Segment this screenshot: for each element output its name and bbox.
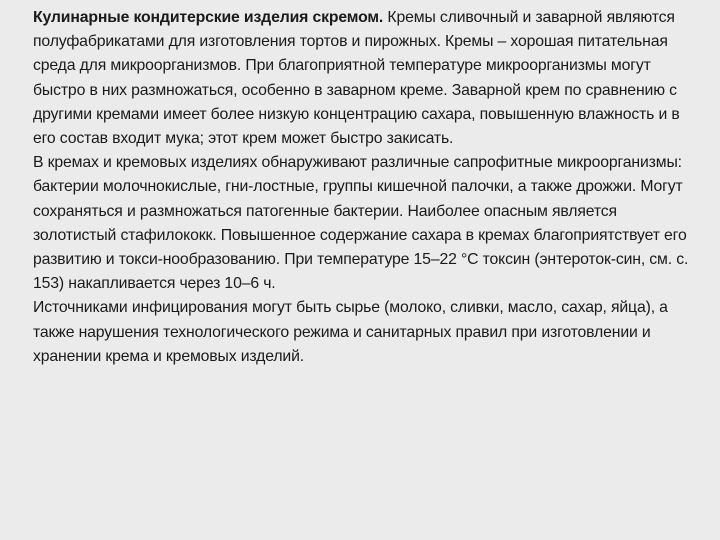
paragraph-2-body: В кремах и кремовых изделиях обнаруживают различные сапрофитные микроорганизмы: бактерии молочнокислые, гни-лостные, группы кишечной палочки, а также дрожжи. Могут сохраняться и размножаться патогенные бактерии. Наиболее опасным является золотистый стафилококк. Повышенное содержание сахара в кремах благоприятствует его развитию и токси-нообразованию. При температуре 15–22 °С токсин (энтероток-син, см. с. 153) накапливается через 10–6 ч. <box>33 154 689 293</box>
document-text <box>33 6 698 369</box>
paragraph-3-body: Источниками инфицирования могут быть сырье (молоко, сливки, масло, сахар, яйца), а также нарушения технологического режима и санитарных правил при изготовлении и хранении крема и кремовых изделий. <box>33 299 668 365</box>
paragraph-1 <box>33 6 698 151</box>
paragraph-1-heading: Кулинарные кондитерские изделия скремом. <box>33 9 384 26</box>
paragraph-1-body: Кремы сливочный и заварной являются полуфабрикатами для изготовления тортов и пирожных. Кремы – хорошая питательная среда для микроорганизмов. При благоприятной температуре микроорганизмы могут быстро в них размножаться, особенно в заварном креме. Заварной крем по сравнению с другими кремами имеет более низкую концентрацию сахара, повышенную влажность и в его состав входит мука; этот крем может быстро закисать. <box>33 9 680 148</box>
paragraph-3 <box>33 296 698 369</box>
paragraph-2 <box>33 151 698 296</box>
